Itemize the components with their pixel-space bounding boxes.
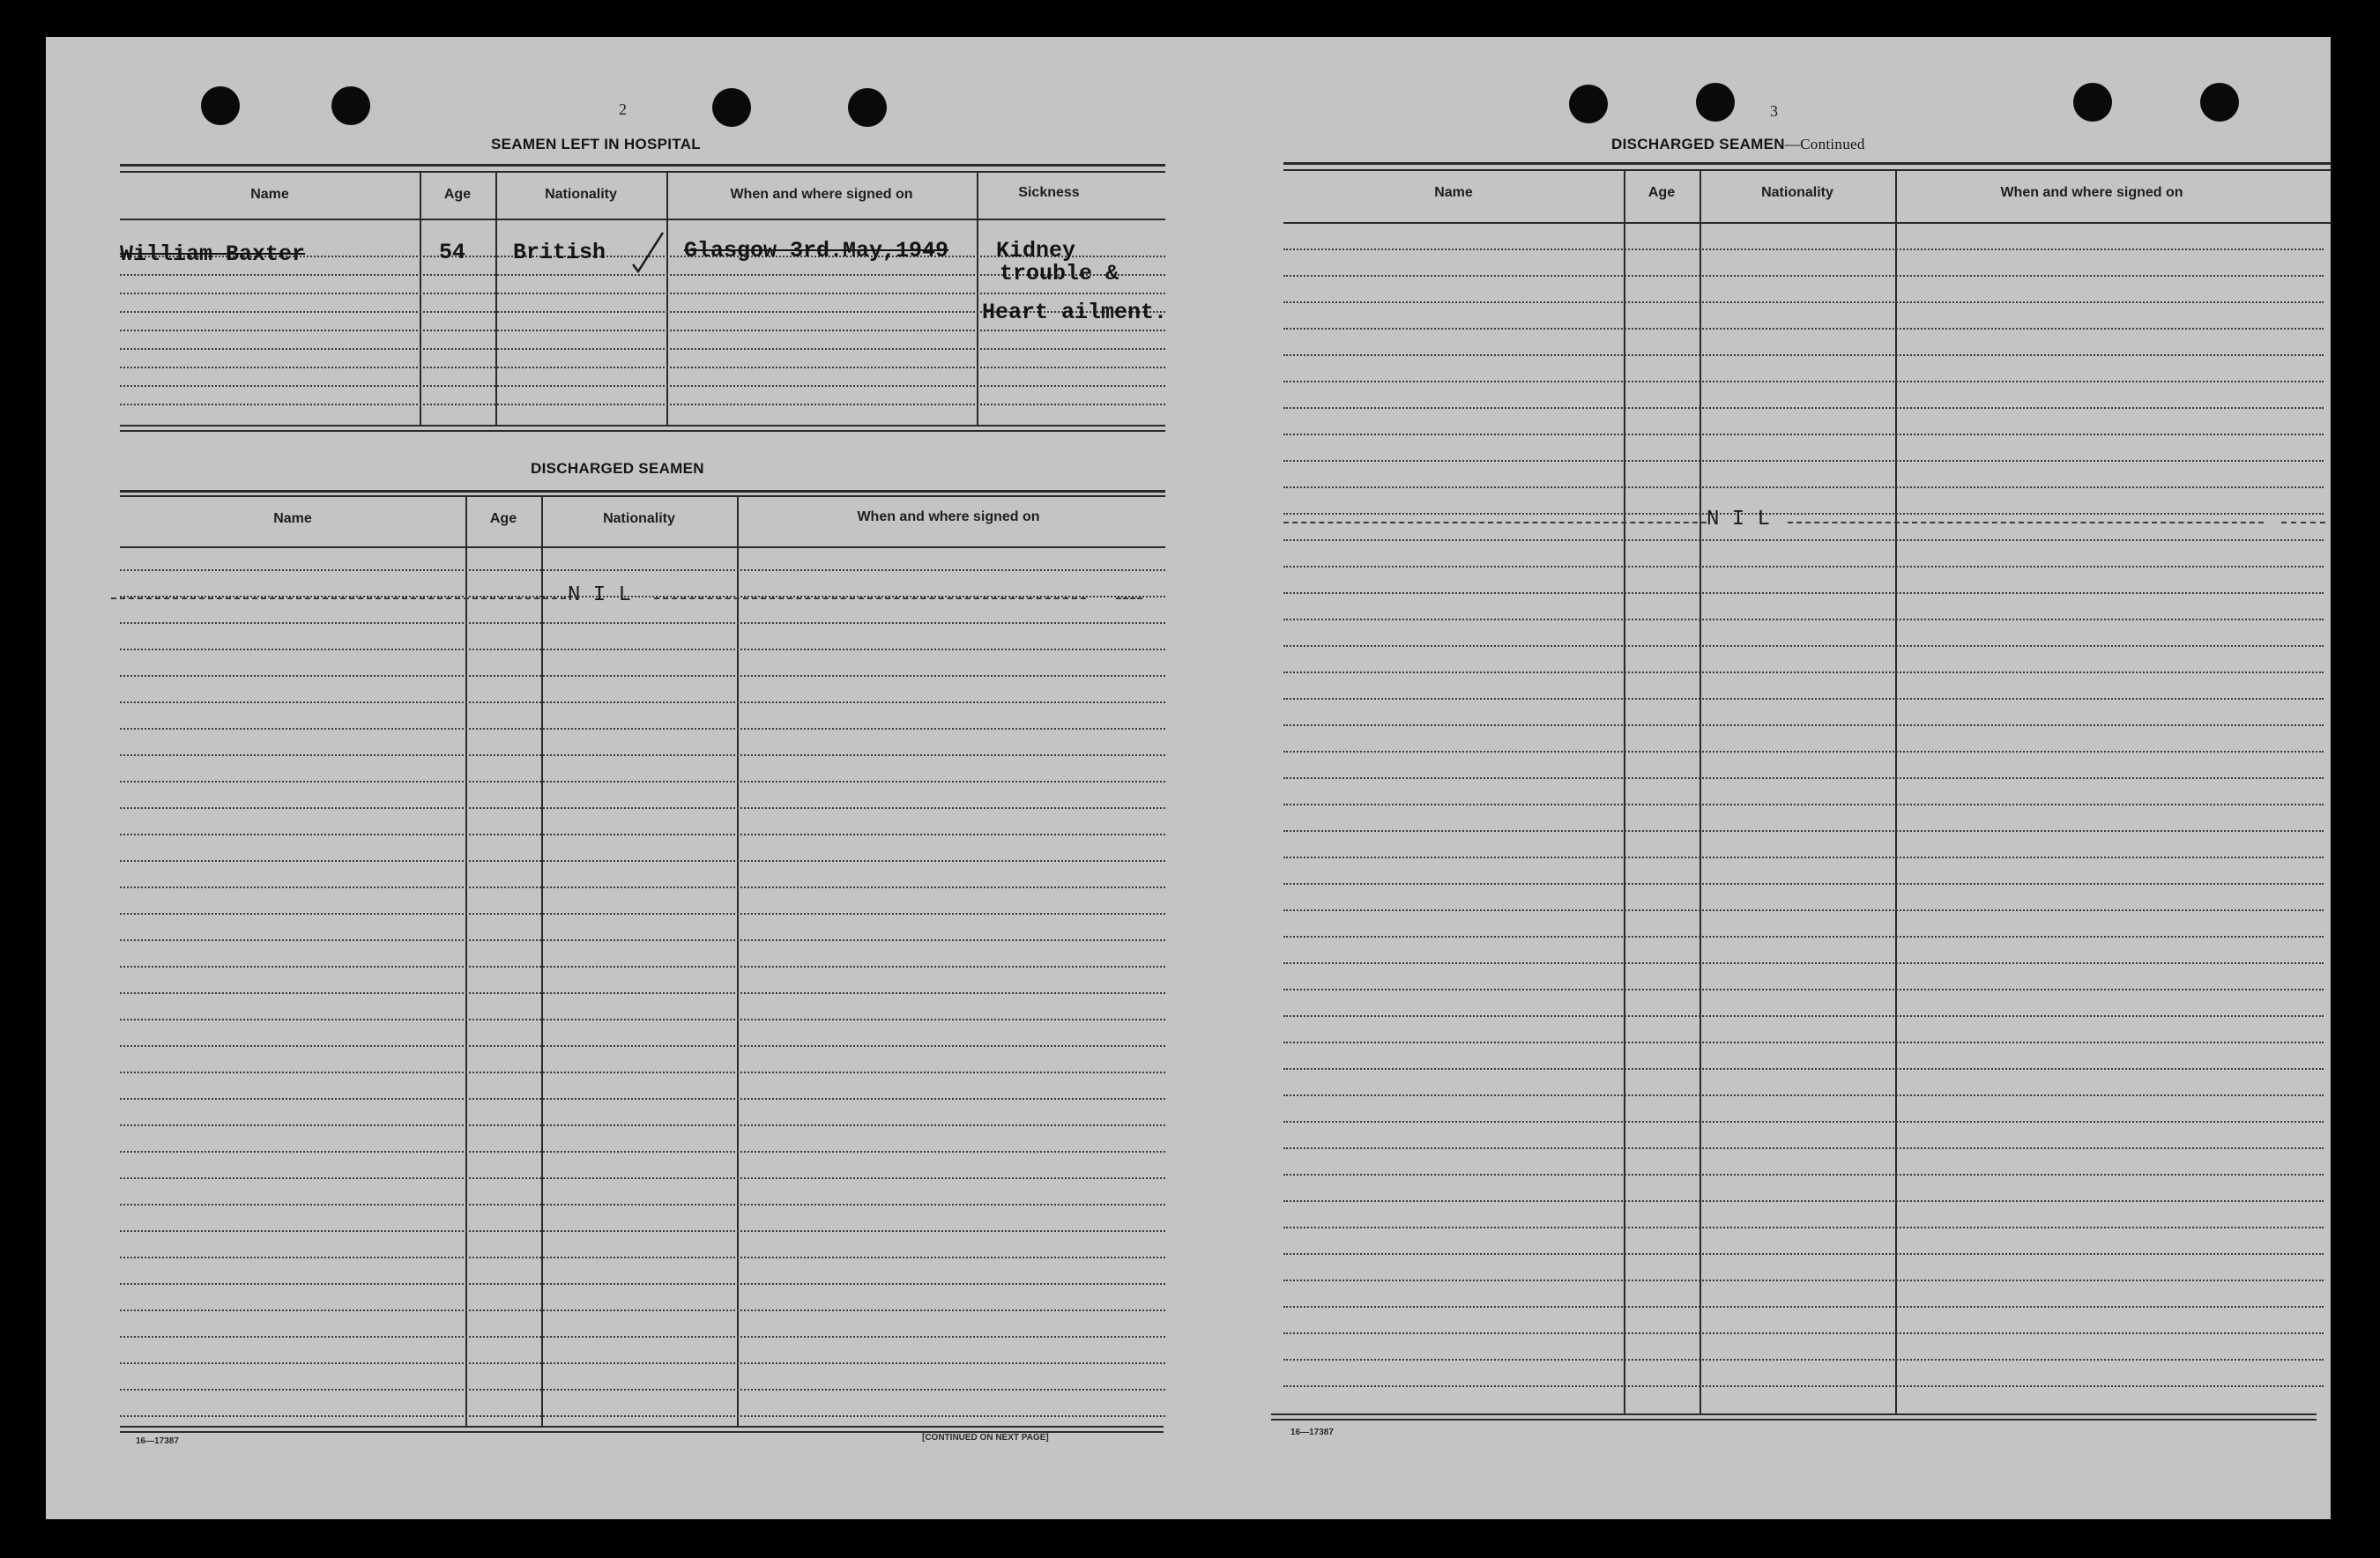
- row-rule: [1283, 275, 2324, 277]
- row-rule: [1283, 619, 2324, 620]
- row-rule: [120, 913, 1165, 915]
- col-header-signed-on: When and where signed on: [2000, 185, 2183, 200]
- row-rule: [1283, 751, 2324, 753]
- row-rule: [1283, 513, 2324, 515]
- row-rule: [1283, 909, 2324, 911]
- row-rule: [120, 1309, 1165, 1311]
- nil-dash-line: [2281, 522, 2325, 523]
- row-rule: [1283, 1332, 2324, 1334]
- punch-hole: [712, 88, 751, 127]
- row-rule: [120, 1336, 1165, 1338]
- row-rule: [1283, 1200, 2324, 1202]
- col-header-nationality: Nationality: [1761, 185, 1833, 200]
- nil-dash-line: [654, 597, 1086, 599]
- row-rule: [120, 754, 1165, 756]
- row-rule: [1283, 1068, 2324, 1070]
- column-rule: [541, 497, 543, 1426]
- sickness-line: trouble &: [1000, 261, 1119, 286]
- row-rule: [1283, 777, 2324, 779]
- row-rule: [120, 330, 1165, 331]
- nil-dash-line: [1788, 522, 2264, 523]
- col-header-signed-on: When and where signed on: [857, 509, 1040, 524]
- row-rule: [120, 966, 1165, 968]
- col-header-nationality: Nationality: [545, 187, 617, 202]
- continued-suffix: —Continued: [1784, 136, 1865, 152]
- row-rule: [120, 404, 1165, 405]
- seaman-age: 54: [439, 240, 466, 265]
- seaman-signed-on: Glasgow 3rd.May,1949: [684, 238, 949, 263]
- row-rule: [120, 367, 1165, 368]
- row-rule: [120, 1389, 1165, 1391]
- punch-hole: [331, 86, 370, 125]
- row-rule: [1283, 1147, 2324, 1149]
- row-rule: [120, 1072, 1165, 1073]
- sickness-line: Kidney: [996, 238, 1076, 263]
- column-rule: [737, 497, 739, 1426]
- nil-dash-line: [1116, 597, 1142, 599]
- rule: [120, 164, 1165, 167]
- col-header-sickness: Sickness: [1018, 185, 1080, 200]
- row-rule: [1283, 936, 2324, 938]
- page-number: 3: [1770, 102, 1778, 120]
- row-rule: [1283, 645, 2324, 647]
- row-rule: [1283, 566, 2324, 568]
- rule: [1283, 222, 2331, 224]
- column-rule: [495, 173, 497, 427]
- punch-hole: [2200, 83, 2239, 122]
- row-rule: [120, 728, 1165, 730]
- nil-mark: N I L: [1707, 508, 1771, 531]
- row-rule: [120, 1124, 1165, 1126]
- row-rule: [120, 1204, 1165, 1206]
- row-rule: [120, 1045, 1165, 1047]
- row-rule: [1283, 1306, 2324, 1308]
- col-header-name: Name: [250, 187, 289, 202]
- rule: [120, 1426, 1164, 1428]
- row-rule: [120, 1415, 1165, 1417]
- row-rule: [120, 1177, 1165, 1179]
- row-rule: [1283, 381, 2324, 382]
- row-rule: [120, 807, 1165, 809]
- row-rule: [1283, 883, 2324, 885]
- seaman-name: William Baxter: [120, 241, 306, 267]
- row-rule: [1283, 804, 2324, 805]
- row-rule: [1283, 539, 2324, 541]
- punch-hole: [848, 88, 887, 127]
- row-rule: [120, 348, 1165, 350]
- row-rule: [120, 1257, 1165, 1258]
- rule: [120, 490, 1165, 493]
- row-rule: [120, 834, 1165, 835]
- row-rule: [1283, 724, 2324, 726]
- row-rule: [120, 293, 1165, 294]
- row-rule: [120, 939, 1165, 941]
- col-header-nationality: Nationality: [603, 511, 675, 526]
- row-rule: [120, 569, 1165, 571]
- column-rule: [420, 173, 421, 427]
- row-rule: [120, 649, 1165, 650]
- rule: [1283, 162, 2331, 165]
- row-rule: [1283, 354, 2324, 356]
- col-header-name: Name: [1434, 185, 1473, 200]
- row-rule: [120, 1362, 1165, 1364]
- row-rule: [1283, 698, 2324, 700]
- row-rule: [120, 1283, 1165, 1285]
- punch-hole: [1569, 85, 1608, 123]
- continued-note: [CONTINUED ON NEXT PAGE]: [922, 1433, 1049, 1443]
- rule: [1283, 169, 2331, 171]
- row-rule: [1283, 592, 2324, 594]
- row-rule: [1283, 830, 2324, 832]
- col-header-age: Age: [489, 511, 517, 526]
- check-mark-icon: [631, 229, 666, 273]
- row-rule: [120, 992, 1165, 994]
- row-rule: [1283, 434, 2324, 435]
- row-rule: [1283, 671, 2324, 673]
- row-rule: [1283, 1174, 2324, 1176]
- column-rule: [465, 497, 467, 1426]
- rule: [1271, 1413, 2317, 1415]
- row-rule: [120, 1151, 1165, 1153]
- row-rule: [120, 781, 1165, 783]
- col-header-age: Age: [443, 187, 472, 202]
- row-rule: [120, 1230, 1165, 1232]
- section-title: DISCHARGED SEAMEN: [1611, 136, 1785, 152]
- rule: [120, 546, 1165, 548]
- form-number: 16—17387: [1290, 1428, 1334, 1437]
- row-rule: [120, 675, 1165, 677]
- rule: [120, 430, 1165, 432]
- column-rule: [977, 173, 978, 427]
- nil-dash-line: [111, 597, 566, 599]
- punch-hole: [2073, 83, 2112, 122]
- form-sheet: [46, 37, 2331, 1519]
- row-rule: [1283, 328, 2324, 330]
- hospital-section-title: SEAMEN LEFT IN HOSPITAL: [491, 136, 701, 152]
- col-header-age: Age: [1647, 185, 1676, 200]
- row-rule: [1283, 460, 2324, 462]
- row-rule: [1283, 1227, 2324, 1228]
- column-rule: [666, 173, 668, 427]
- row-rule: [120, 887, 1165, 888]
- row-rule: [120, 1019, 1165, 1020]
- row-rule: [1283, 1015, 2324, 1017]
- rule: [1271, 1419, 2317, 1421]
- col-header-signed-on: When and where signed on: [730, 187, 913, 202]
- form-number: 16—17387: [136, 1436, 179, 1446]
- row-rule: [1283, 249, 2324, 250]
- row-rule: [1283, 1042, 2324, 1043]
- punch-hole: [201, 86, 240, 125]
- row-rule: [1283, 407, 2324, 409]
- rule: [120, 495, 1165, 497]
- row-rule: [1283, 486, 2324, 488]
- seaman-nationality: British: [513, 240, 606, 265]
- row-rule: [1283, 301, 2324, 303]
- row-rule: [1283, 1359, 2324, 1361]
- row-rule: [1283, 1094, 2324, 1096]
- rule: [120, 171, 1165, 173]
- punch-hole: [1696, 83, 1735, 122]
- row-rule: [120, 622, 1165, 624]
- row-rule: [1283, 1121, 2324, 1123]
- row-rule: [1283, 1280, 2324, 1281]
- discharged-continued-title: [1611, 136, 1865, 153]
- row-rule: [1283, 857, 2324, 858]
- row-rule: [1283, 1385, 2324, 1387]
- row-rule: [1283, 1253, 2324, 1255]
- row-rule: [120, 701, 1165, 703]
- row-rule: [120, 860, 1165, 862]
- row-rule: [120, 385, 1165, 387]
- sickness-line: Heart ailment.: [982, 300, 1168, 325]
- rule: [120, 219, 1165, 220]
- nil-mark: N I L: [568, 583, 632, 607]
- rule: [120, 425, 1165, 427]
- page-number: 2: [619, 100, 627, 118]
- discharged-section-title: DISCHARGED SEAMEN: [531, 460, 704, 477]
- row-rule: [1283, 962, 2324, 964]
- nil-dash-line: [1283, 522, 1707, 523]
- row-rule: [120, 1098, 1165, 1100]
- col-header-name: Name: [273, 511, 312, 526]
- row-rule: [1283, 989, 2324, 990]
